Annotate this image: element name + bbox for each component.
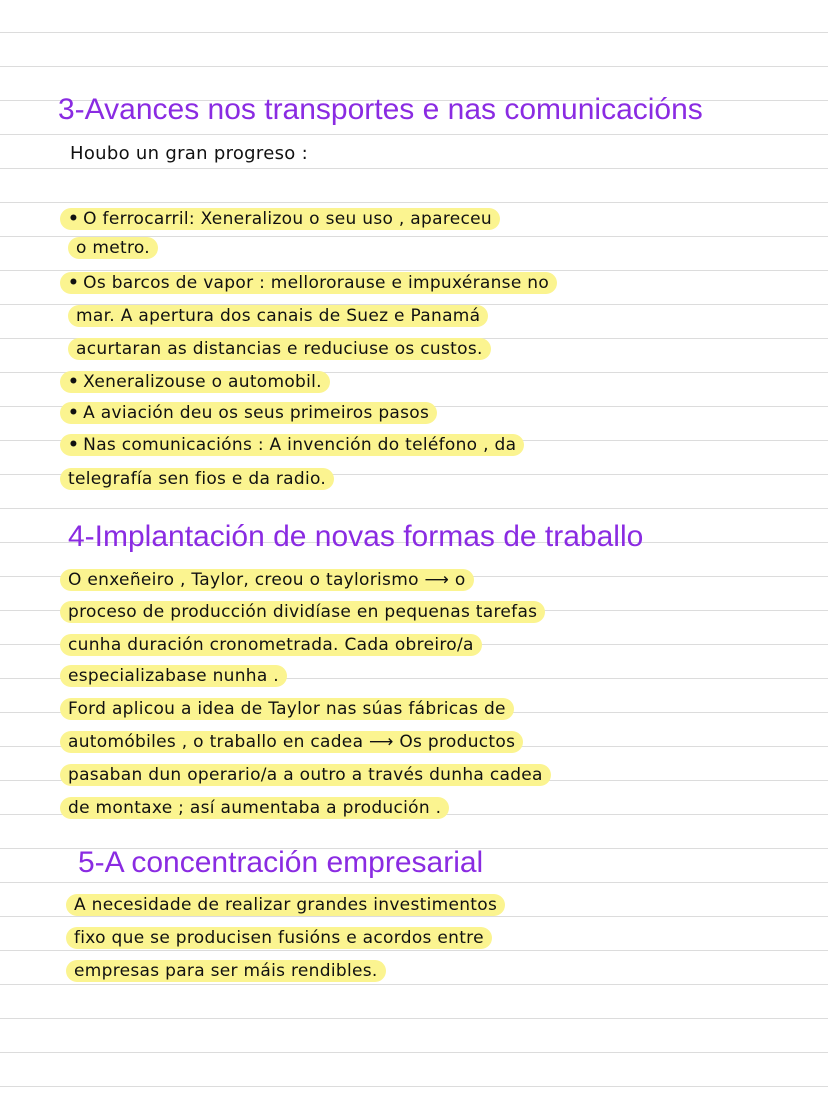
paragraph-text: pasaban dun operario/a a outro a través dunha cadea bbox=[60, 764, 551, 786]
section-4-line-7 bbox=[60, 763, 551, 787]
section-5-line-3 bbox=[66, 959, 386, 983]
section-4-line-5 bbox=[60, 697, 514, 721]
list-item-text: Nas comunicacións : A invención do teléfono , da bbox=[83, 435, 517, 455]
section-5-heading: 5-A concentración empresarial bbox=[78, 846, 484, 879]
bullet-icon: • bbox=[68, 435, 80, 455]
list-item-text: mar. A apertura dos canais de Suez e Panamá bbox=[68, 305, 488, 327]
paragraph-text: cunha duración cronometrada. Cada obreiro/a bbox=[60, 634, 482, 656]
paragraph-text: proceso de producción dividíase en pequenas tarefas bbox=[60, 601, 545, 623]
list-item-comunicacions-line-1 bbox=[60, 433, 524, 457]
list-item-comunicacions-line-2 bbox=[60, 467, 334, 491]
list-item-text: O ferrocarril: Xeneralizou o seu uso , apareceu bbox=[83, 209, 492, 229]
paragraph-text: automóbiles , o traballo en cadea ⟶ Os productos bbox=[60, 731, 523, 753]
list-item-aviacion bbox=[60, 401, 437, 425]
bullet-icon: • bbox=[68, 403, 80, 423]
list-item-barcos-line-3 bbox=[68, 337, 491, 361]
bullet-icon: • bbox=[68, 372, 80, 392]
list-item-barcos-line-1 bbox=[60, 271, 557, 295]
list-item-text: acurtaran as distancias e reduciuse os custos. bbox=[68, 338, 491, 360]
section-5-line-2 bbox=[66, 926, 492, 950]
paragraph-text: empresas para ser máis rendibles. bbox=[66, 960, 386, 982]
list-item-text: Os barcos de vapor : mellororause e impuxéranse no bbox=[83, 273, 550, 293]
paragraph-text: A necesidade de realizar grandes investimentos bbox=[66, 894, 505, 916]
section-4-line-2 bbox=[60, 600, 545, 624]
paragraph-text: Ford aplicou a idea de Taylor nas súas fábricas de bbox=[60, 698, 514, 720]
list-item-text: o metro. bbox=[68, 237, 158, 259]
list-item-text: A aviación deu os seus primeiros pasos bbox=[83, 403, 430, 423]
paragraph-text: especializabase nunha . bbox=[60, 665, 287, 687]
section-4-line-1 bbox=[60, 568, 474, 592]
section-3-intro: Houbo un gran progreso : bbox=[70, 143, 308, 164]
list-item-ferrocarril-line-1 bbox=[60, 207, 500, 231]
list-item-ferrocarril-line-2 bbox=[68, 236, 158, 260]
list-item-text: telegrafía sen fios e da radio. bbox=[60, 468, 334, 490]
section-5-line-1 bbox=[66, 893, 505, 917]
section-4-line-3 bbox=[60, 633, 482, 657]
bullet-icon: • bbox=[68, 209, 80, 229]
list-item-barcos-line-2 bbox=[68, 304, 488, 328]
paragraph-text: de montaxe ; así aumentaba a produción . bbox=[60, 797, 449, 819]
section-4-heading: 4-Implantación de novas formas de traballo bbox=[68, 520, 644, 553]
list-item-automobil bbox=[60, 370, 330, 394]
paragraph-text: fixo que se producisen fusións e acordos entre bbox=[66, 927, 492, 949]
paragraph-text: O enxeñeiro , Taylor, creou o taylorismo ⟶ o bbox=[60, 569, 474, 591]
bullet-icon: • bbox=[68, 273, 80, 293]
list-item-text: Xeneralizouse o automobil. bbox=[83, 372, 322, 392]
section-4-line-4 bbox=[60, 664, 287, 688]
section-3-heading: 3-Avances nos transportes e nas comunicacións bbox=[58, 93, 703, 126]
section-4-line-8 bbox=[60, 796, 449, 820]
section-4-line-6 bbox=[60, 730, 523, 754]
